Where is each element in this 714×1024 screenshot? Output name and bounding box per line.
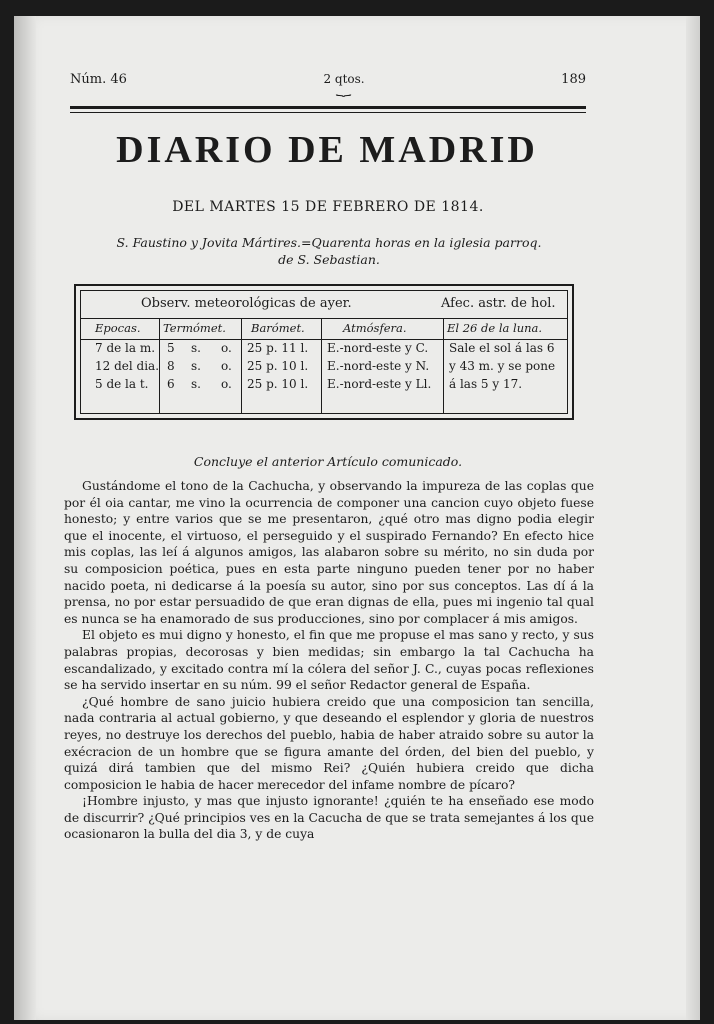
issue-date: DEL MARTES 15 DE FEBRERO DE 1814. — [172, 199, 484, 215]
atmosphere: E.-nord-este y N. — [327, 359, 430, 373]
temp-scale: s. — [191, 341, 201, 355]
temp-degrees: 5 — [167, 341, 175, 355]
temp-zero: o. — [221, 377, 232, 391]
issue-size — [323, 72, 365, 96]
newspaper-page — [14, 16, 700, 1020]
brace-ornament: ⏟ — [336, 82, 352, 96]
weather-table-header — [81, 291, 567, 317]
weather-title: Observ. meteorológicas de ayer. — [141, 296, 352, 311]
header-rule-thick — [70, 106, 586, 109]
saints-line-2: de S. Sebastian. — [278, 252, 380, 267]
weather-table — [74, 284, 574, 420]
weather-columns — [81, 318, 567, 340]
article-body — [64, 478, 594, 843]
astro-title: Afec. astr. de hol. — [441, 296, 556, 311]
article-paragraph: El objeto es mui digno y honesto, el fin que me propuse el mas sano y recto, y sus palabras propias, decorosas y bien medidas; sin embargo la tal Cachucha ha escandalizado, y excitado contra mí la cólera del señor J. C., cuyas pocas reflexiones se ha servido insertar en su núm. 99 el señor Redactor general de España. — [64, 628, 594, 693]
epoca: 5 de la t. — [95, 377, 149, 391]
col-epocas: Epocas. — [95, 321, 141, 335]
temp-degrees: 6 — [167, 377, 175, 391]
article-paragraph: ¡Hombre injusto, y mas que injusto ignorante! ¿quién te ha enseñado ese modo de discurrir? ¿Qué principios ves en la Cacucha de que se trata semejantes á los que ocasionaron la bulla del dia 3, y de cuya — [64, 794, 594, 842]
weather-table-inner — [80, 290, 568, 414]
newspaper-title: DIARIO DE MADRID — [116, 129, 538, 171]
col-luna: El 26 de la luna. — [447, 321, 543, 335]
temp-zero: o. — [221, 359, 232, 373]
issue-size-label: 2 qtos. — [323, 72, 365, 86]
saints-line-1: S. Faustino y Jovita Mártires.=Quarenta horas en la iglesia parroq. — [116, 235, 542, 250]
epoca: 7 de la m. — [95, 341, 156, 355]
atmosphere: E.-nord-este y Ll. — [327, 377, 432, 391]
barometer: 25 p. 10 l. — [247, 377, 309, 391]
col-barometro: Barómet. — [251, 321, 305, 335]
atmosphere: E.-nord-este y C. — [327, 341, 429, 355]
page-spine — [14, 16, 36, 1020]
article-paragraph: Gustándome el tono de la Cachucha, y observando la impureza de las coplas que por él oia cantar, me vino la ocurrencia de componer una cancion cuyo objeto fuese honesto; y entre varios que se me presentaron, ¿qué otro mas digno podia elegir que el inocente, el virtuoso, el perseguido y el suspirado Fernando? En efecto hice mis coplas, las leí á algunos amigos, las alabaron sobre su mérito, no sin duda por su composicion poética, pues en esta parte ninguno pueden tener por no haber nacido poeta, ni dedicarse á la poesía su autor, sino por sus conceptos. Las dí á la prensa, no por estar persuadido de que eran dignas de ella, pues mi ingenio tal qual es nunca se ha enamorado de sus producciones, sino por complacer á mis amigos. — [64, 479, 594, 626]
temp-scale: s. — [191, 359, 201, 373]
weather-rows — [81, 340, 567, 394]
barometer: 25 p. 11 l. — [247, 341, 309, 355]
masthead-top-line — [70, 72, 586, 96]
issue-number: Núm. 46 — [70, 72, 127, 87]
article-paragraph: ¿Qué hombre de sano juicio hubiera creido que una composicion tan sencilla, nada contraria al actual gobierno, y que deseando el esplendor y gloria de nuestros reyes, no destruye los derechos del pueblo, habia de haber atraido sobre su autor la exécracion de un hombre que se figura amante del órden, del bien del pueblo, y quizá dirá tambien que del mismo Rei? ¿Quién hubiera creido que dicha composicion le habia de hacer merecedor del infame nombre de pícaro? — [64, 694, 594, 792]
weather-row — [81, 340, 567, 358]
col-termometro: Termómet. — [163, 321, 226, 335]
weather-row — [81, 358, 567, 376]
header-rule-thin — [70, 112, 586, 113]
col-atmosfera: Atmósfera. — [343, 321, 407, 335]
temp-zero: o. — [221, 341, 232, 355]
barometer: 25 p. 10 l. — [247, 359, 309, 373]
saints-of-day — [84, 234, 574, 268]
weather-row — [81, 376, 567, 394]
astro: Sale el sol á las 6 — [449, 341, 555, 355]
astro: á las 5 y 17. — [449, 377, 523, 391]
page-edge — [686, 16, 700, 1020]
epoca: 12 del dia. — [95, 359, 160, 373]
page-number: 189 — [561, 72, 586, 87]
article-subheading: Concluye el anterior Artículo comunicado. — [193, 454, 463, 469]
temp-scale: s. — [191, 377, 201, 391]
astro: y 43 m. y se pone — [449, 359, 556, 373]
temp-degrees: 8 — [167, 359, 175, 373]
